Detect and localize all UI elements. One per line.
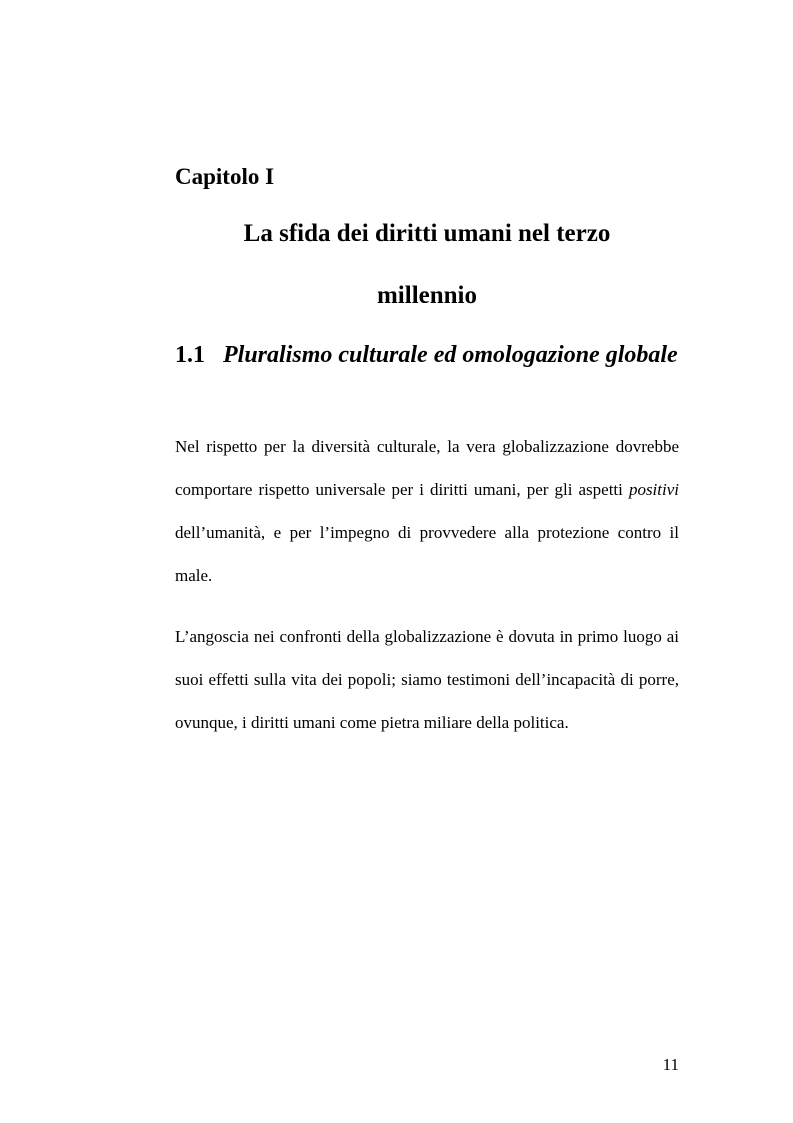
- paragraph-1-text-b: dell’umanità, e per l’impegno di provvedere alla protezione contro il male.: [175, 523, 679, 585]
- section-title: Pluralismo culturale ed omologazione globale: [223, 342, 678, 368]
- paragraph-2: L’angoscia nei confronti della globalizzazione è dovuta in primo luogo ai suoi effetti sulla vita dei popoli; siamo testimoni dell’incapacità di porre, ovunque, i diritti umani come pietra miliare della politica.: [175, 627, 679, 732]
- chapter-label: Capitolo I: [175, 164, 275, 189]
- section-heading: [175, 339, 678, 371]
- paragraph-1-emphasis: positivi: [628, 480, 679, 499]
- chapter-title-line-2: millennio: [376, 282, 477, 309]
- section-number: 1.1: [175, 342, 205, 368]
- chapter-title-line-1: La sfida dei diritti umani nel terzo: [243, 220, 611, 247]
- paragraph-1-text-a: Nel rispetto per la diversità culturale, la vera globalizzazione dovrebbe comportare rispetto universale per i diritti umani, per gli aspetti: [175, 437, 679, 499]
- page-number: 11: [662, 1055, 679, 1074]
- paragraph-1: [175, 425, 679, 597]
